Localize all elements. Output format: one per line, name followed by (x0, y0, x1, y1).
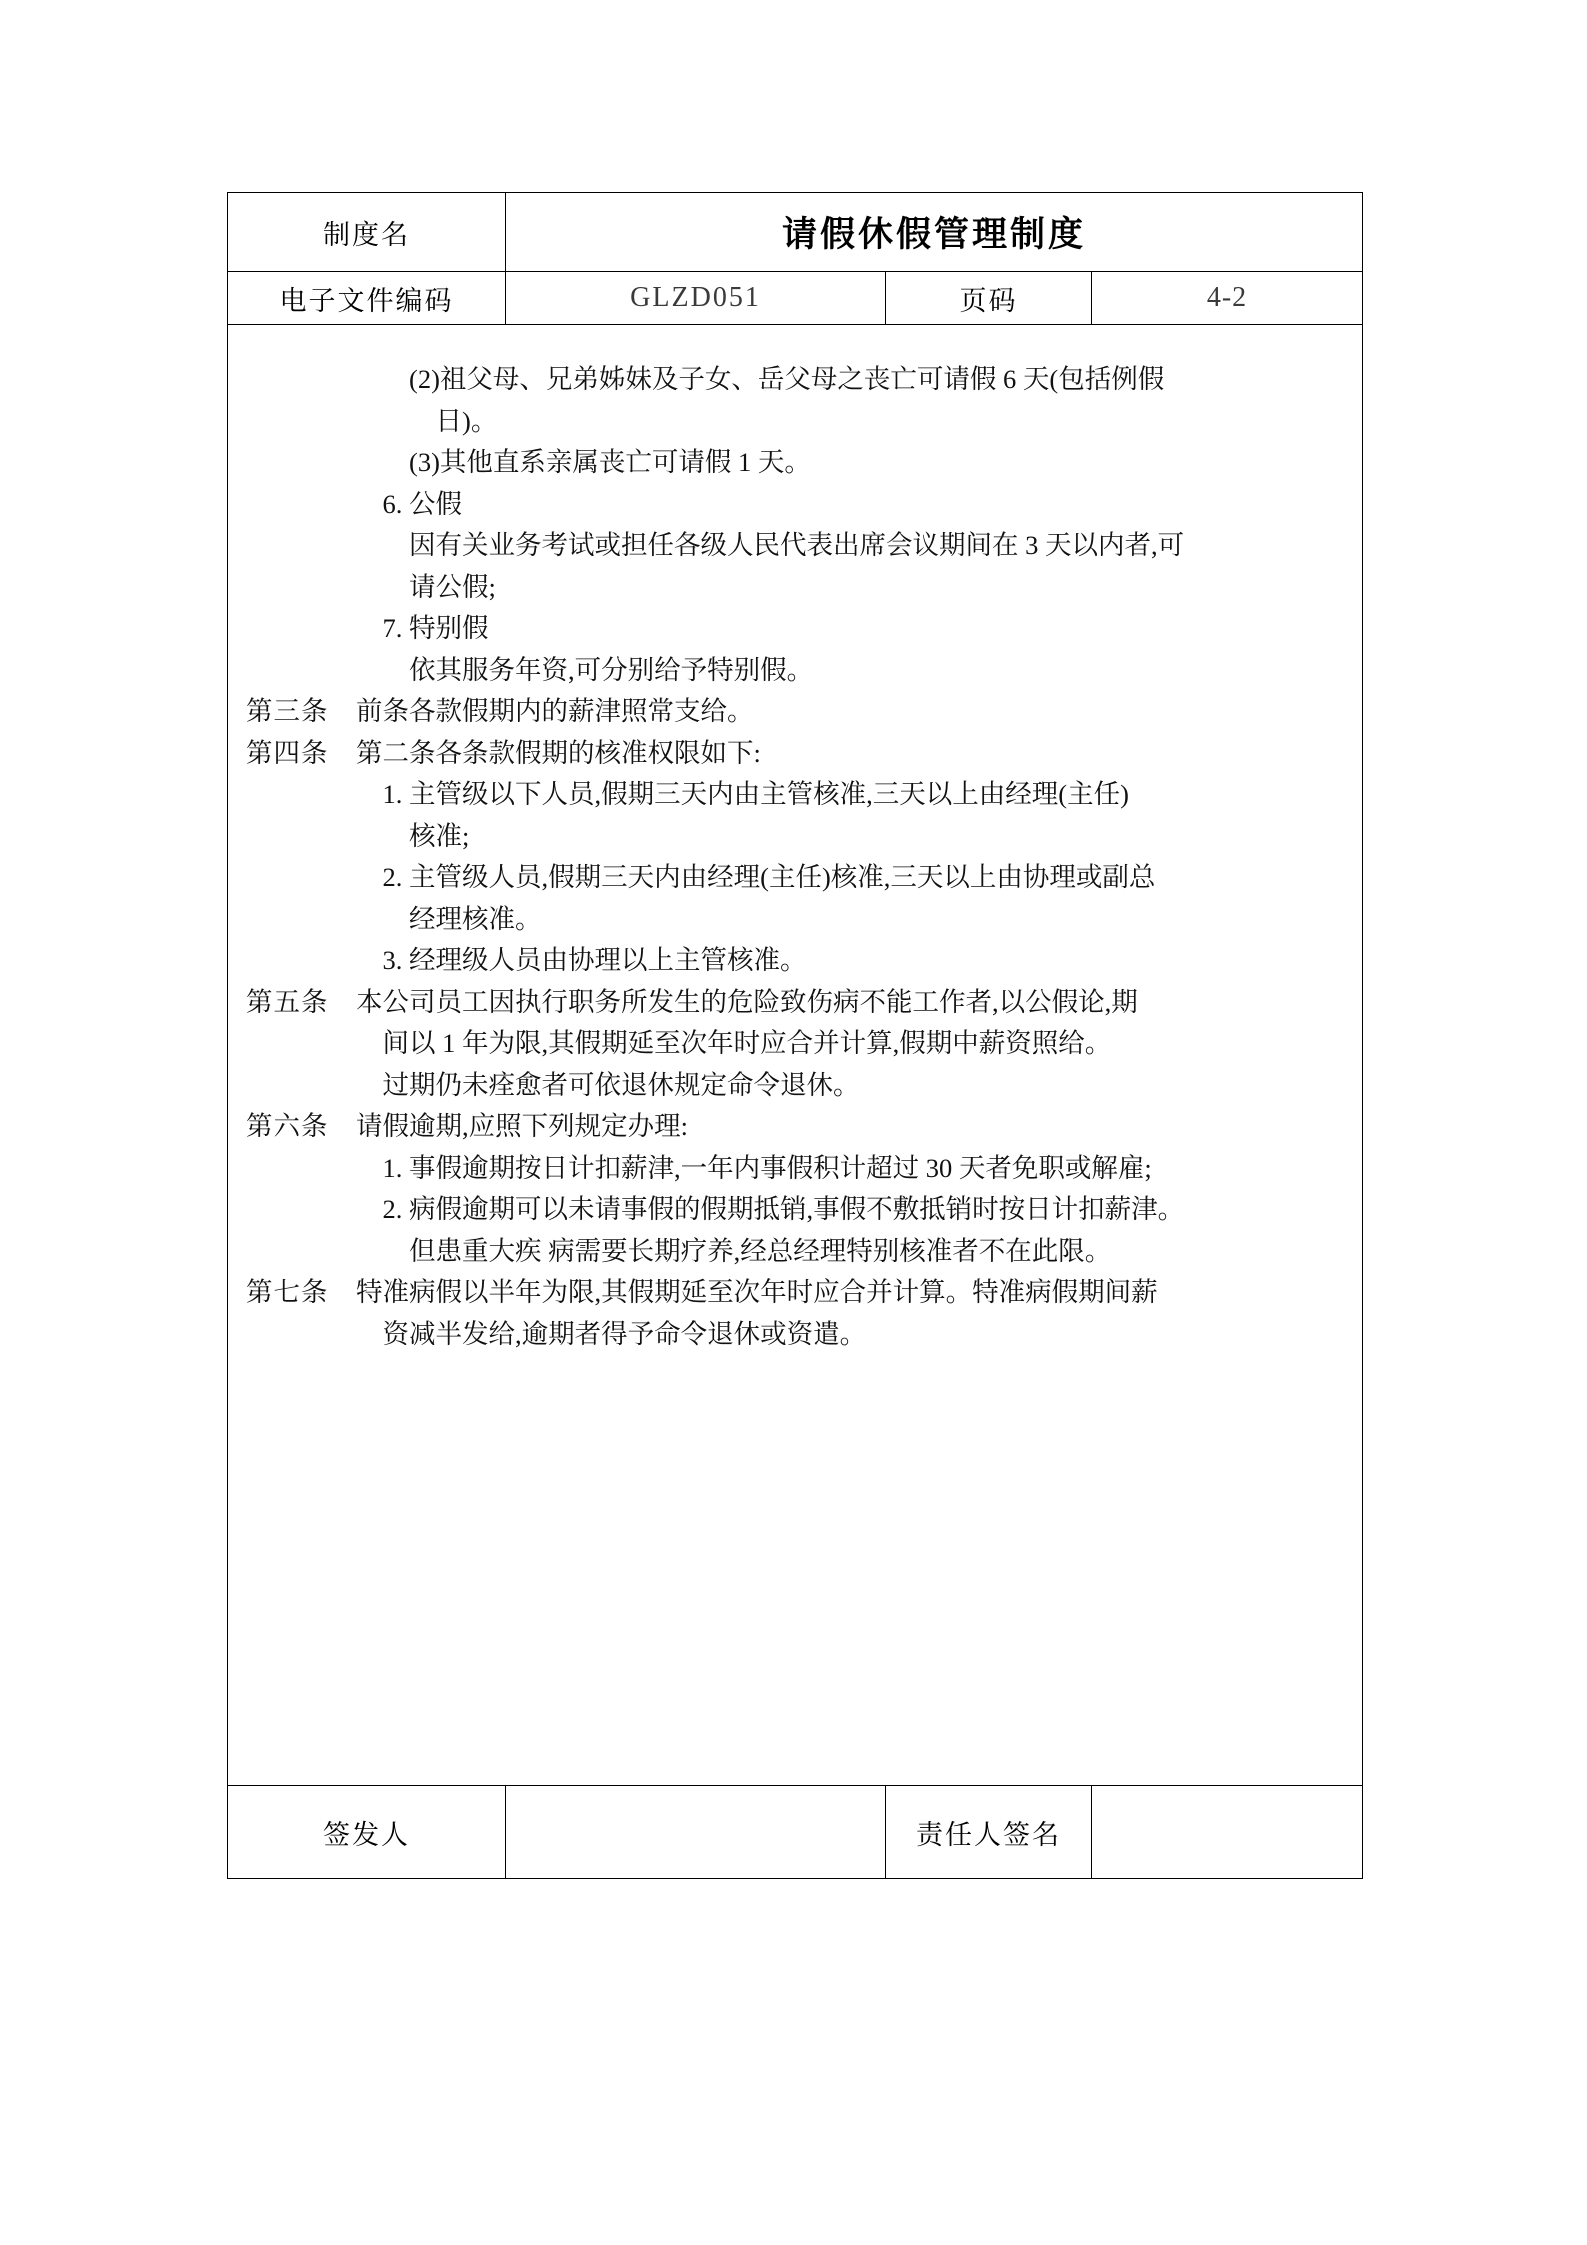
article-tag: 第六条 (246, 1111, 329, 1141)
body-line (228, 1231, 1336, 1273)
line-text: 2. 病假逾期可以未请事假的假期抵销,事假不敷抵销时按日计扣薪津。 (382, 1194, 1185, 1224)
body-line (228, 1148, 1336, 1190)
line-text: 经理核准。 (409, 903, 542, 934)
line-text: 7. 特别假 (382, 613, 489, 643)
body-line (228, 608, 1336, 650)
line-text: 依其服务年资,可分别给予特别假。 (409, 654, 814, 685)
responsible-signature-label: 责任人签名 (886, 1786, 1092, 1879)
page-number-label: 页码 (886, 272, 1092, 325)
line-text: 第二条各条款假期的核准权限如下: (356, 737, 761, 768)
article-line (228, 982, 1336, 1024)
line-text: 6. 公假 (382, 488, 462, 519)
article-tag: 第五条 (246, 986, 329, 1017)
body-line (228, 857, 1336, 899)
body-line (228, 774, 1336, 816)
body-line (228, 442, 1336, 484)
body-line (228, 899, 1336, 941)
line-text: 请假逾期,应照下列规定办理: (356, 1111, 688, 1141)
line-text: 1. 主管级以下人员,假期三天内由主管核准,三天以上由经理(主任) (382, 779, 1129, 809)
header-row-code (228, 272, 1363, 325)
article-line (228, 1272, 1336, 1314)
body-row (228, 325, 1363, 1786)
article-tag: 第七条 (246, 1277, 329, 1307)
line-text: 2. 主管级人员,假期三天内由经理(主任)核准,三天以上由协理或副总 (382, 862, 1156, 892)
line-text: 本公司员工因执行职务所发生的危险致伤病不能工作者,以公假论,期 (356, 986, 1138, 1017)
line-text: 核准; (409, 820, 470, 851)
body-line (228, 567, 1336, 609)
body-line (228, 484, 1336, 526)
body-cell (228, 325, 1363, 1786)
body-line (228, 650, 1336, 692)
issuer-label: 签发人 (228, 1786, 506, 1879)
responsible-signature-field[interactable] (1092, 1786, 1363, 1879)
line-text: 前条各款假期内的薪津照常支给。 (356, 696, 754, 726)
header-row-title (228, 193, 1363, 272)
line-text: 1. 事假逾期按日计扣薪津,一年内事假积计超过 30 天者免职或解雇; (382, 1152, 1152, 1183)
page-number-value: 4-2 (1092, 272, 1363, 325)
body-line (228, 1065, 1336, 1107)
body-line (228, 1189, 1336, 1231)
document-frame-table (227, 192, 1363, 1879)
line-text: (3)其他直系亲属丧亡可请假 1 天。 (409, 447, 811, 477)
line-text: 3. 经理级人员由协理以上主管核准。 (382, 945, 807, 975)
body-line (228, 525, 1336, 567)
system-name-label: 制度名 (228, 193, 506, 272)
article-line (228, 691, 1336, 733)
article-tag: 第四条 (246, 737, 329, 768)
line-text: 因有关业务考试或担任各级人民代表出席会议期间在 3 天以内者,可 (409, 530, 1185, 560)
doc-code-value: GLZD051 (506, 272, 886, 325)
footer-row (228, 1786, 1363, 1879)
body-line (228, 401, 1336, 443)
body-line (228, 359, 1336, 401)
line-text: 日)。 (435, 405, 498, 436)
body-line (228, 1314, 1336, 1356)
line-text: 间以 1 年为限,其假期延至次年时应合并计算,假期中薪资照给。 (382, 1028, 1112, 1058)
line-text: 特准病假以半年为限,其假期延至次年时应合并计算。特准病假期间薪 (356, 1277, 1158, 1307)
document-body-text (228, 325, 1362, 1355)
line-text: 请公假; (409, 571, 496, 602)
body-line (228, 940, 1336, 982)
line-text: 资减半发给,逾期者得予命令退休或资遣。 (382, 1318, 867, 1349)
line-text: 但患重大疾 病需要长期疗养,经总经理特别核准者不在此限。 (409, 1235, 1112, 1266)
line-text: 过期仍未痊愈者可依退休规定命令退休。 (382, 1069, 860, 1100)
doc-code-label: 电子文件编码 (228, 272, 506, 325)
body-line (228, 816, 1336, 858)
page-title: 请假休假管理制度 (506, 193, 1363, 272)
line-text: (2)祖父母、兄弟姊妹及子女、岳父母之丧亡可请假 6 天(包括例假 (409, 364, 1165, 394)
body-line (228, 1023, 1336, 1065)
article-line (228, 733, 1336, 775)
article-tag: 第三条 (246, 696, 329, 726)
issuer-signature-field[interactable] (506, 1786, 886, 1879)
article-line (228, 1106, 1336, 1148)
